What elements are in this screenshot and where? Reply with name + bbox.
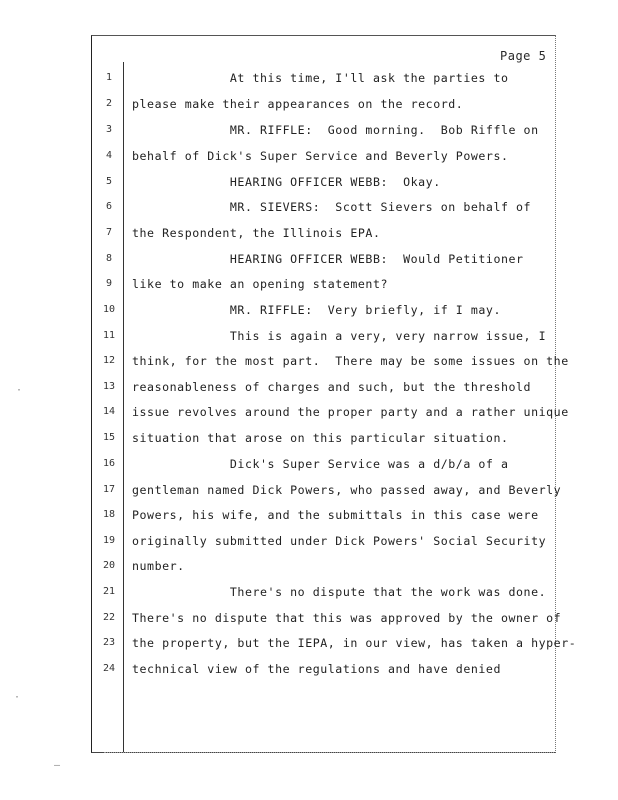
line-number: 6	[105, 201, 113, 212]
line-number: 2	[105, 98, 113, 109]
transcript-line: reasonableness of charges and such, but the threshold	[132, 380, 532, 394]
transcript-line: There's no dispute that this was approved by the owner of	[132, 611, 562, 625]
line-number: 11	[102, 330, 116, 341]
transcript-line: This is again a very, very narrow issue, I	[132, 329, 547, 343]
transcript-line: MR. SIEVERS: Scott Sievers on behalf of	[132, 200, 532, 214]
scan-speck: –	[54, 760, 61, 771]
transcript-line: MR. RIFFLE: Good morning. Bob Riffle on	[132, 123, 539, 137]
page-number: Page 5	[500, 49, 547, 63]
line-number: 8	[105, 253, 113, 264]
footer-scan-artifact	[104, 752, 554, 753]
transcript-line: originally submitted under Dick Powers' Social Security	[132, 534, 547, 548]
transcript-line: gentleman named Dick Powers, who passed away, and Beverly	[132, 483, 562, 497]
line-number: 17	[102, 484, 116, 495]
line-number: 14	[102, 406, 116, 417]
line-number: 5	[105, 176, 113, 187]
transcript-line: There's no dispute that the work was done.	[132, 585, 547, 599]
line-number: 10	[102, 304, 116, 315]
transcript-line: behalf of Dick's Super Service and Beverly Powers.	[132, 149, 509, 163]
transcript-line: number.	[132, 559, 185, 573]
transcript-line: HEARING OFFICER WEBB: Would Petitioner	[132, 252, 524, 266]
line-number: 19	[102, 535, 116, 546]
line-number: 24	[102, 663, 116, 674]
transcript-line: MR. RIFFLE: Very briefly, if I may.	[132, 303, 501, 317]
transcript-line: think, for the most part. There may be some issues on the	[132, 354, 569, 368]
line-number: 12	[102, 355, 116, 366]
transcript-line: technical view of the regulations and have denied	[132, 662, 501, 676]
line-number: 16	[102, 458, 116, 469]
scan-speck: ·	[16, 385, 23, 396]
line-number: 9	[105, 278, 113, 289]
line-number-rule	[123, 62, 124, 752]
line-number: 23	[102, 637, 116, 648]
transcript-line: issue revolves around the proper party and a rather unique	[132, 405, 569, 419]
transcript-line: At this time, I'll ask the parties to	[132, 71, 509, 85]
line-number: 1	[105, 72, 113, 83]
transcript-line: Powers, his wife, and the submittals in this case were	[132, 508, 539, 522]
line-number: 15	[102, 432, 116, 443]
transcript-line: Dick's Super Service was a d/b/a of a	[132, 457, 509, 471]
line-number: 4	[105, 150, 113, 161]
line-number: 3	[105, 124, 113, 135]
line-number: 13	[102, 381, 116, 392]
line-number: 7	[105, 227, 113, 238]
transcript-line: the property, but the IEPA, in our view, has taken a hyper-	[132, 636, 577, 650]
transcript-line: situation that arose on this particular situation.	[132, 431, 509, 445]
transcript-line: like to make an opening statement?	[132, 277, 389, 291]
line-number: 20	[102, 560, 116, 571]
scan-speck: ·	[14, 692, 21, 703]
line-number: 22	[102, 612, 116, 623]
transcript-line: please make their appearances on the record.	[132, 97, 464, 111]
line-number: 21	[102, 586, 116, 597]
transcript-line: the Respondent, the Illinois EPA.	[132, 226, 381, 240]
line-number: 18	[102, 509, 116, 520]
transcript-line: HEARING OFFICER WEBB: Okay.	[132, 175, 441, 189]
